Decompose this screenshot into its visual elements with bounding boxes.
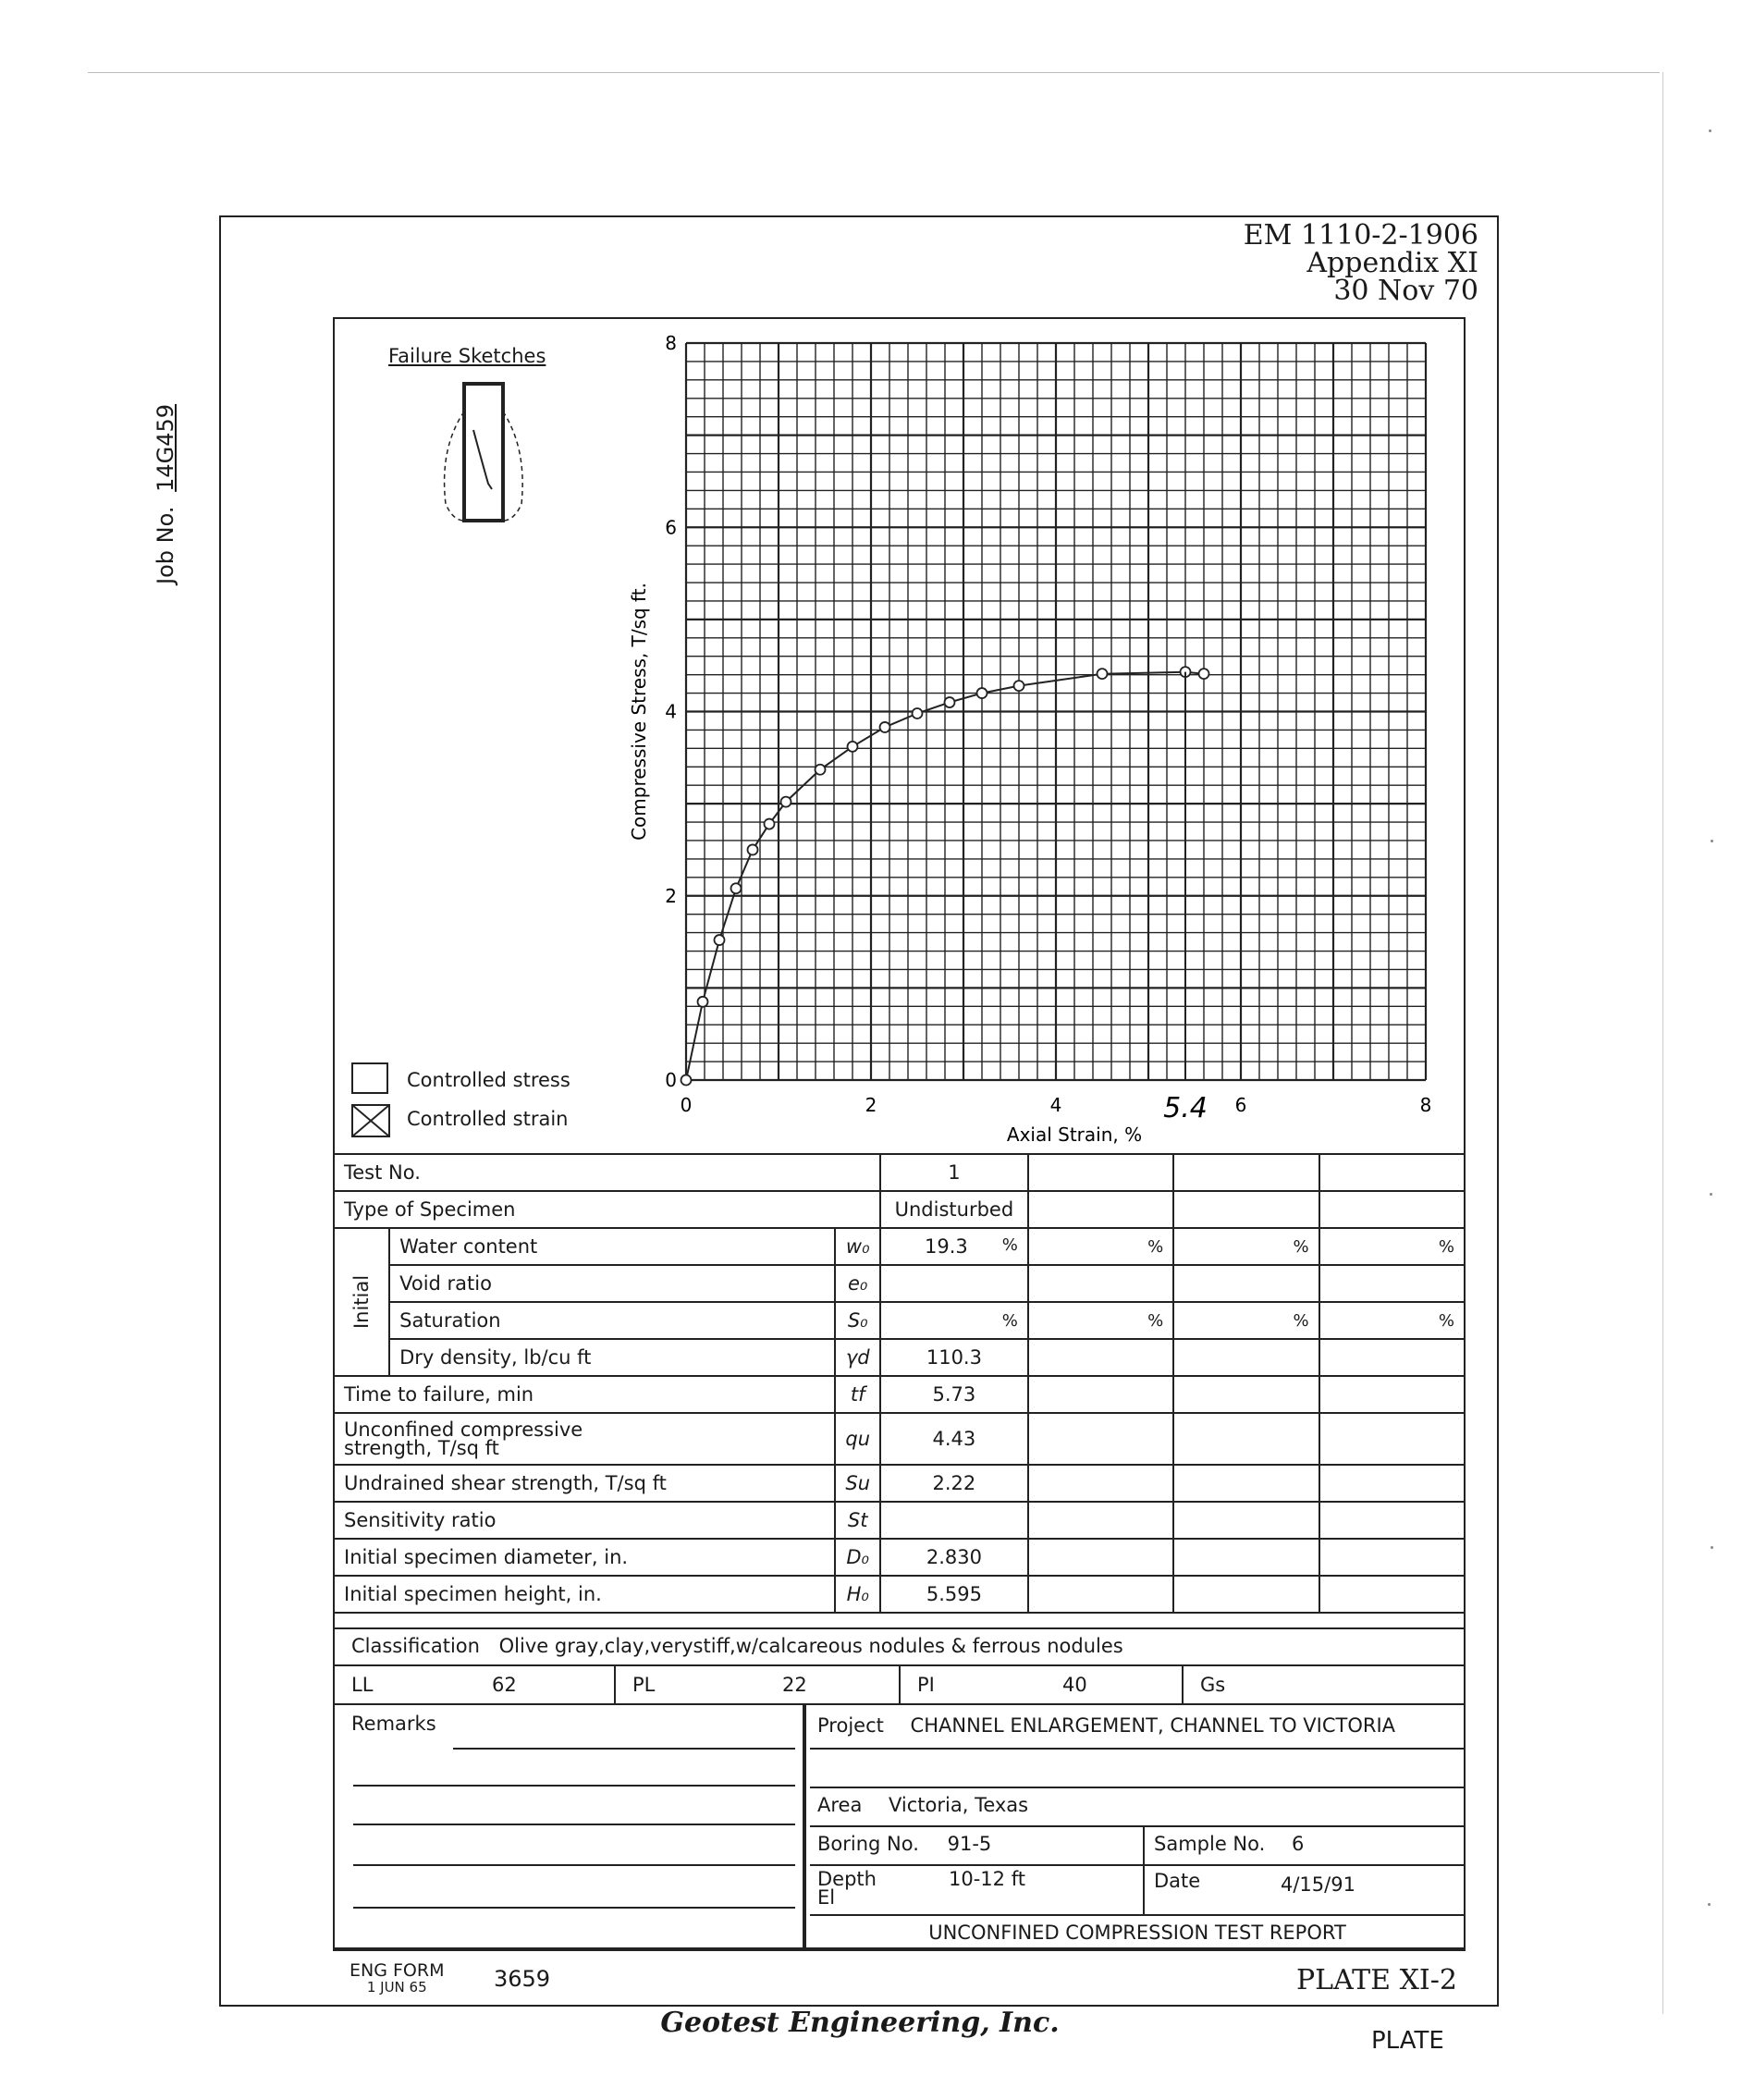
area-value: Victoria, Texas: [889, 1794, 1029, 1816]
job-number: [153, 404, 178, 584]
initial-group: [334, 1228, 389, 1376]
percent-sign: %: [1147, 1236, 1164, 1257]
depth-row: [810, 1866, 1143, 1914]
y-tick-label: 8: [665, 332, 677, 354]
saturation-symbol: S₀: [835, 1302, 880, 1339]
remarks-line: [453, 1748, 795, 1750]
percent-sign: %: [1001, 1310, 1018, 1331]
date-label: Date: [1154, 1870, 1201, 1892]
initial-label: Initial: [350, 1274, 374, 1330]
project-label: Project: [817, 1714, 884, 1737]
data-point: [681, 1075, 692, 1086]
test-data-table: [333, 1153, 1466, 1614]
data-point: [816, 765, 826, 775]
y-tick-label: 0: [665, 1069, 677, 1091]
boring-label: Boring No.: [817, 1833, 919, 1855]
company-name: Geotest Engineering, Inc.: [660, 2007, 1060, 2039]
void-label: Void ratio: [389, 1265, 835, 1302]
failure-sketch: [435, 375, 536, 522]
gs-label: Gs: [1200, 1674, 1226, 1696]
sensitivity-symbol: St: [835, 1502, 880, 1539]
percent-sign: %: [1438, 1310, 1454, 1331]
table-row: [334, 1154, 1465, 1191]
dry-density-symbol: γd: [835, 1339, 880, 1376]
data-point: [698, 997, 708, 1007]
shear-symbol: Su: [835, 1465, 880, 1502]
type-value: Undisturbed: [880, 1191, 1028, 1228]
date-row: [1147, 1866, 1465, 1914]
controlled-stress-label: Controlled stress: [407, 1069, 570, 1091]
diameter-symbol: D₀: [835, 1539, 880, 1576]
data-point: [1199, 669, 1209, 679]
sample-value: 6: [1291, 1833, 1305, 1855]
sensitivity-label: Sensitivity ratio: [334, 1502, 835, 1539]
remarks-label: Remarks: [351, 1713, 436, 1735]
eng-form-line-2: 1 JUN 65: [366, 1979, 427, 1996]
project-row: [810, 1707, 1465, 1750]
document-header: [1243, 219, 1478, 307]
controlled-strain-box: [351, 1104, 390, 1137]
classification-value: Olive gray,clay,verystiff,w/calcareous nodules & ferrous nodules: [498, 1635, 1123, 1657]
shear-value: 2.22: [880, 1465, 1028, 1502]
water-symbol: w₀: [835, 1228, 880, 1265]
ll-cell: [333, 1664, 616, 1705]
percent-sign: %: [1438, 1236, 1454, 1257]
plate-label: PLATE XI-2: [1296, 1964, 1458, 1996]
table-row: [334, 1576, 1465, 1613]
job-number-value: 14G459: [153, 403, 178, 492]
diameter-label: Initial specimen diameter, in.: [334, 1539, 835, 1576]
remarks-line: [353, 1907, 795, 1909]
boring-value: 91-5: [947, 1833, 992, 1855]
data-point: [945, 697, 955, 707]
x-tick-label: 8: [1419, 1094, 1432, 1116]
gs-cell: [1182, 1664, 1466, 1705]
company-name-wrap: [638, 2007, 1082, 2039]
controlled-strain-label: Controlled strain: [407, 1108, 569, 1130]
x-tick-label: 4: [1049, 1094, 1062, 1116]
classification-label: Classification: [351, 1635, 480, 1657]
type-label: Type of Specimen: [334, 1191, 880, 1228]
table-row: [334, 1302, 1465, 1339]
plate-bottom: PLATE: [1371, 2027, 1444, 2055]
data-point: [1098, 669, 1108, 679]
area-label: Area: [817, 1794, 863, 1816]
data-point: [913, 708, 923, 718]
data-point: [781, 797, 791, 807]
remarks-line: [353, 1785, 795, 1787]
percent-sign: %: [1001, 1235, 1018, 1255]
pl-cell: [614, 1664, 901, 1705]
ucs-symbol: qu: [835, 1413, 880, 1465]
x-tick-label: 0: [680, 1094, 693, 1116]
divider: [810, 1748, 1465, 1750]
height-value: 5.595: [880, 1576, 1028, 1613]
y-tick-label: 6: [665, 516, 677, 539]
pl-label: PL: [632, 1674, 656, 1696]
classification-row: [333, 1627, 1466, 1666]
ucs-value: 4.43: [880, 1413, 1028, 1465]
data-point: [715, 935, 725, 945]
eng-form-line-1: ENG FORM: [350, 1960, 445, 1981]
pi-value: 40: [1062, 1674, 1087, 1696]
table-row: [334, 1265, 1465, 1302]
data-point: [748, 844, 758, 854]
test-no-value: 1: [880, 1154, 1028, 1191]
x-tick-label: 6: [1234, 1094, 1247, 1116]
pi-cell: [899, 1664, 1184, 1705]
ucs-label: [334, 1413, 835, 1465]
table-row: [334, 1376, 1465, 1413]
height-symbol: H₀: [835, 1576, 880, 1613]
ll-value: 62: [492, 1674, 517, 1696]
remarks-box: [333, 1703, 804, 1951]
table-row: [334, 1465, 1465, 1502]
time-symbol: tf: [835, 1376, 880, 1413]
table-row: [334, 1191, 1465, 1228]
depth-value: 10-12 ft: [949, 1868, 1025, 1890]
height-label: Initial specimen height, in.: [334, 1576, 835, 1613]
test-no-label: Test No.: [334, 1154, 880, 1191]
header-line-3: 30 Nov 70: [1333, 275, 1478, 307]
controlled-stress-box: [351, 1062, 388, 1094]
time-label: Time to failure, min: [334, 1376, 835, 1413]
ucs-label-line-1: Unconfined compressive: [344, 1418, 583, 1441]
table-row: [334, 1502, 1465, 1539]
header-line-1: EM 1110-2-1906: [1243, 219, 1478, 252]
sample-row: [1147, 1827, 1465, 1864]
table-row: [334, 1539, 1465, 1576]
project-value: CHANNEL ENLARGEMENT, CHANNEL TO VICTORIA: [910, 1714, 1396, 1737]
ll-label: LL: [351, 1674, 374, 1696]
data-point: [848, 742, 858, 752]
pi-label: PI: [917, 1674, 935, 1696]
data-point: [880, 722, 890, 732]
table-row: [334, 1413, 1465, 1465]
water-label: Water content: [389, 1228, 835, 1265]
saturation-label: Saturation: [389, 1302, 835, 1339]
percent-sign: %: [1293, 1310, 1309, 1331]
depth-label: Depth: [817, 1868, 877, 1890]
table-row: [334, 1228, 1465, 1265]
dry-density-value: 110.3: [880, 1339, 1028, 1376]
shear-label: Undrained shear strength, T/sq ft: [334, 1465, 835, 1502]
percent-sign: %: [1147, 1310, 1164, 1331]
table-row: [334, 1339, 1465, 1376]
diameter-value: 2.830: [880, 1539, 1028, 1576]
time-value: 5.73: [880, 1376, 1028, 1413]
y-tick-label: 4: [665, 700, 677, 723]
date-value: 4/15/91: [1281, 1873, 1355, 1896]
ucs-label-line-2: strength, T/sq ft: [344, 1437, 499, 1459]
boring-row: [810, 1827, 1143, 1864]
failure-strain-annotation: 5.4: [1163, 1092, 1208, 1124]
dry-density-label: Dry density, lb/cu ft: [389, 1339, 835, 1376]
data-point: [765, 819, 775, 829]
percent-sign: %: [1293, 1236, 1309, 1257]
x-tick-label: 2: [865, 1094, 877, 1116]
x-axis-label: Axial Strain, %: [1006, 1124, 1143, 1146]
divider: [1143, 1825, 1145, 1914]
failure-sketches-title: Failure Sketches: [388, 345, 546, 367]
report-title: UNCONFINED COMPRESSION TEST REPORT: [928, 1922, 1346, 1944]
data-point: [731, 883, 742, 893]
remarks-line: [353, 1864, 795, 1866]
remarks-line: [353, 1824, 795, 1825]
area-row: [810, 1788, 1465, 1825]
y-tick-label: 2: [665, 884, 677, 907]
el-label: El: [817, 1886, 836, 1909]
pl-value: 22: [782, 1674, 807, 1696]
sample-label: Sample No.: [1154, 1833, 1266, 1855]
job-number-label: Job No.: [153, 506, 178, 584]
data-point: [1014, 681, 1024, 691]
y-axis-label: Compressive Stress, T/sq ft.: [628, 583, 650, 841]
water-value: 19.3: [924, 1235, 968, 1258]
data-point: [977, 688, 987, 698]
stress-strain-chart: [610, 328, 1461, 1161]
eng-form-number: 3659: [494, 1966, 551, 1992]
header-line-2: Appendix XI: [1306, 247, 1478, 279]
void-symbol: e₀: [835, 1265, 880, 1302]
eng-form: [350, 1962, 444, 1996]
